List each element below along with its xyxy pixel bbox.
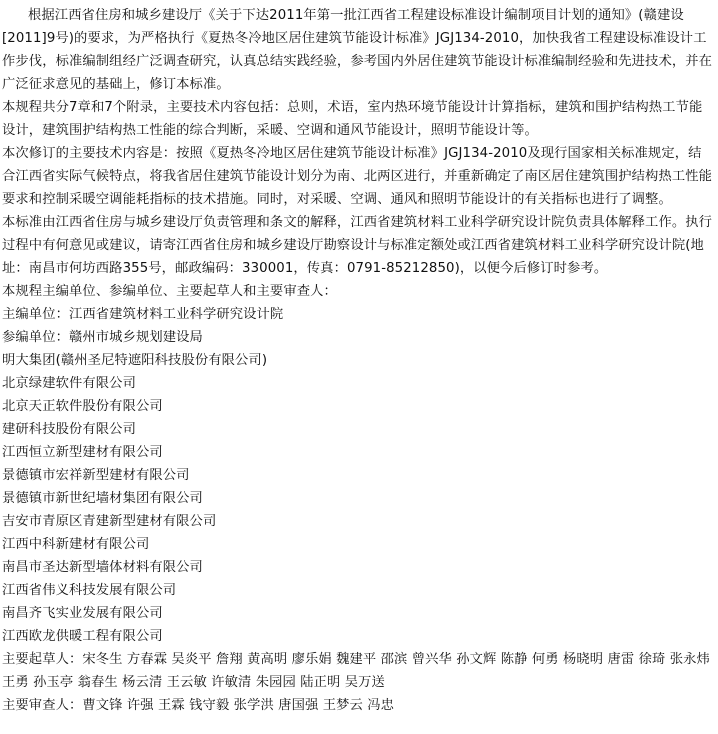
paragraph: 本规程主编单位、参编单位、主要起草人和主要审查人： — [2, 284, 337, 299]
participant-organization: 江西恒立新型建材有限公司 — [2, 445, 163, 460]
participant-organization: 建研科技股份有限公司 — [2, 422, 136, 437]
participant-organization: 景德镇市宏祥新型建材有限公司 — [2, 468, 190, 483]
participant-organization: 景德镇市新世纪墙材集团有限公司 — [2, 491, 203, 506]
participant-organization: 明大集团(赣州圣尼特遮阳科技股份有限公司) — [2, 353, 268, 368]
participant-organization: 江西省伟义科技发展有限公司 — [2, 583, 177, 598]
paragraph: 参编单位：赣州市城乡规划建设局 — [2, 330, 203, 345]
participant-organization: 南昌齐飞实业发展有限公司 — [2, 606, 163, 621]
participant-organization: 江西中科新建材有限公司 — [2, 537, 150, 552]
paragraph: 本次修订的主要技术内容是：按照《夏热冬冷地区居住建筑节能设计标准》JGJ134-2010及现行国家相关标准规定，结合江西省实际气候特点，将我省居住建筑节能设计划分为南、北两区进行，并重新确定了南区居住建筑围护结构热工性能要求和控制采暖空调能耗指标的技术措施。同时，对采暖、空调、通风和照明节能设计的有关指标也进行了调整。 — [2, 146, 713, 207]
preface-paragraphs — [2, 4, 714, 349]
drafters-names: 宋冬生 方春霖 吴炎平 詹翔 黄高明 廖乐娟 魏建平 邵滨 曾兴华 孙文辉 陈静 何勇 杨晓明 唐雷 徐琦 张永炜 王勇 孙玉亭 翁春生 杨云清 王云敏 许敏清 朱园园 陆正明 吴万送 — [2, 652, 710, 690]
drafters-label: 主要起草人： — [2, 652, 83, 667]
participant-organization: 北京绿建软件有限公司 — [2, 376, 136, 391]
paragraph: 主编单位：江西省建筑材料工业科学研究设计院 — [2, 307, 284, 322]
reviewers-names: 曹文锋 许强 王霖 钱守毅 张学洪 唐国强 王梦云 冯忠 — [82, 698, 395, 713]
paragraph: 根据江西省住房和城乡建设厅《关于下达2011年第一批江西省工程建设标准设计编制项目计划的通知》(赣建设[2011]9号)的要求，为严格执行《夏热冬冷地区居住建筑节能设计标准》JGJ134-2010，加快我省工程建设标准设计工作步伐，标准编制组经广泛调查研究，认真总结实践经验，参考国内外居住建筑节能设计标准编制经验和先进技术，并在广泛征求意见的基础上，修订本标准。 — [2, 8, 713, 92]
participant-list — [2, 349, 714, 648]
participant-organization: 北京天正软件股份有限公司 — [2, 399, 163, 414]
reviewers-line — [2, 694, 714, 717]
participant-organization: 江西欧龙供暖工程有限公司 — [2, 629, 163, 644]
participant-organization: 吉安市青原区青建新型建材有限公司 — [2, 514, 217, 529]
paragraph: 本规程共分7章和7个附录，主要技术内容包括：总则，术语，室内热环境节能设计计算指标，建筑和围护结构热工节能设计，建筑围护结构热工性能的综合判断，采暖、空调和通风节能设计，照明节能设计等。 — [2, 100, 703, 138]
participant-organization: 南昌市圣达新型墙体材料有限公司 — [2, 560, 203, 575]
drafters-line — [2, 648, 714, 694]
paragraph: 本标准由江西省住房与城乡建设厅负责管理和条文的解释，江西省建筑材料工业科学研究设计院负责具体解释工作。执行过程中有何意见或建议，请寄江西省住房和城乡建设厅勘察设计与标准定额处或江西省建筑材料工业科学研究设计院(地址：南昌市何坊西路355号，邮政编码：330001，传真：0791-85212850)，以便今后修订时参考。 — [2, 215, 713, 276]
reviewers-label: 主要审查人： — [2, 698, 83, 713]
